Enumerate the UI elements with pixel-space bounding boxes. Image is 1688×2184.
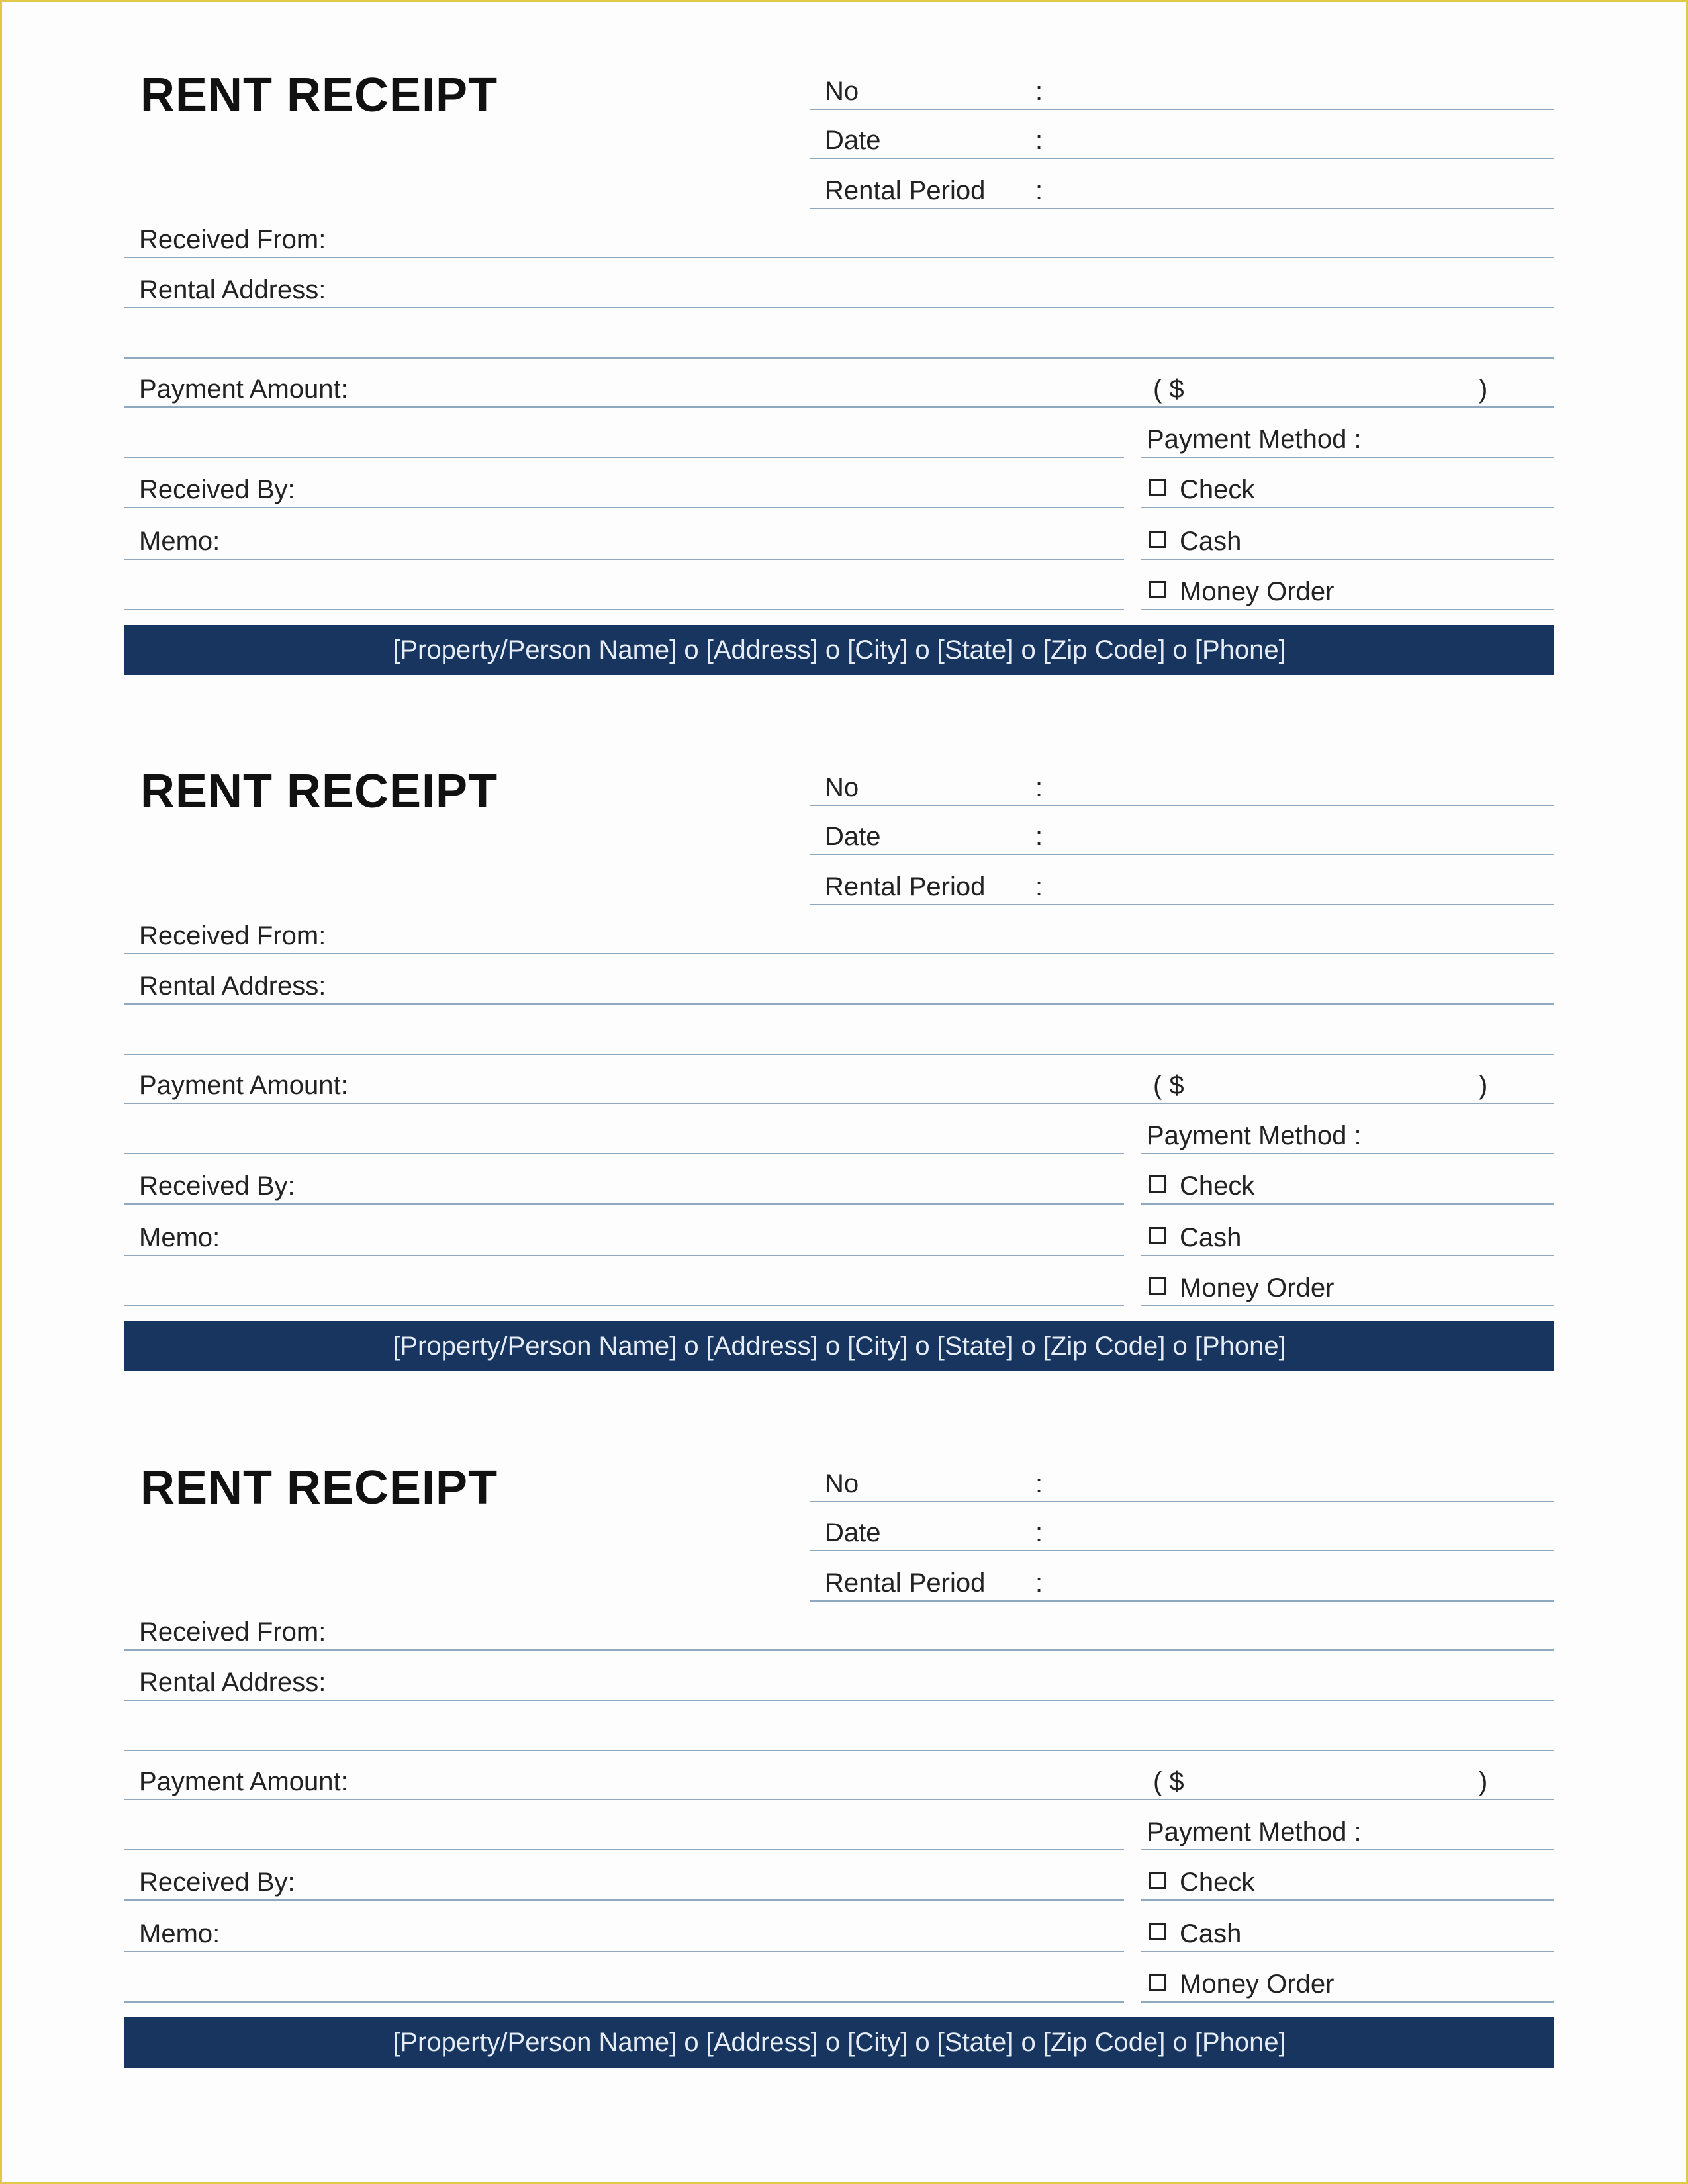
money-order-rule xyxy=(1141,2001,1554,2003)
cash-rule xyxy=(1141,559,1554,560)
payment-method-label: Payment Method : xyxy=(1147,1817,1362,1846)
check-rule xyxy=(1141,507,1554,508)
payment-amount-words-field[interactable] xyxy=(124,1849,1124,1850)
amount-close: ) xyxy=(1479,1071,1488,1100)
rental-address-label: Rental Address: xyxy=(139,275,326,304)
no-label: No xyxy=(825,773,859,802)
no-colon: : xyxy=(1035,1469,1043,1498)
rental-address-field-2[interactable] xyxy=(124,1054,1554,1055)
date-label: Date xyxy=(825,822,881,851)
date-colon: : xyxy=(1035,126,1043,155)
rental-period-label: Rental Period xyxy=(825,872,986,901)
received-by-field[interactable] xyxy=(124,1899,1124,1901)
rental-period-colon: : xyxy=(1035,1569,1043,1598)
received-from-label: Received From: xyxy=(139,921,326,950)
rental-period-field[interactable] xyxy=(810,904,1554,905)
footer-bar: [Property/Person Name] o [Address] o [City] o [State] o [Zip Code] o [Phone] xyxy=(124,1321,1554,1371)
money-order-rule xyxy=(1141,1305,1554,1306)
rental-period-colon: : xyxy=(1035,872,1043,901)
check-label: Check xyxy=(1180,475,1255,504)
payment-method-label: Payment Method : xyxy=(1147,425,1362,454)
rental-address-field-2[interactable] xyxy=(124,1750,1554,1751)
check-rule xyxy=(1141,1899,1554,1901)
payment-amount-label: Payment Amount: xyxy=(139,1767,348,1796)
cash-checkbox[interactable] xyxy=(1149,1923,1166,1940)
rent-receipt-3 xyxy=(124,1461,1554,2139)
rent-receipt-2 xyxy=(124,765,1554,1443)
check-checkbox[interactable] xyxy=(1149,1175,1166,1193)
date-colon: : xyxy=(1035,1518,1043,1547)
date-colon: : xyxy=(1035,822,1043,851)
cash-checkbox[interactable] xyxy=(1149,531,1166,548)
received-from-field[interactable] xyxy=(124,257,1554,258)
cash-label: Cash xyxy=(1180,1919,1242,1948)
no-colon: : xyxy=(1035,77,1043,106)
received-by-label: Received By: xyxy=(139,475,295,504)
receipt-title: RENT RECEIPT xyxy=(140,765,498,818)
memo-field-2[interactable] xyxy=(124,2001,1124,2003)
date-label: Date xyxy=(825,1518,881,1547)
rental-period-field[interactable] xyxy=(810,208,1554,209)
payment-method-rule xyxy=(1141,457,1554,458)
check-label: Check xyxy=(1180,1171,1255,1201)
rental-address-label: Rental Address: xyxy=(139,1668,326,1697)
rent-receipt-1 xyxy=(124,71,1554,747)
amount-open: ( $ xyxy=(1153,1071,1184,1100)
money-order-label: Money Order xyxy=(1180,1273,1335,1302)
cash-rule xyxy=(1141,1255,1554,1256)
date-field[interactable] xyxy=(810,158,1554,159)
received-from-label: Received From: xyxy=(139,225,326,254)
memo-label: Memo: xyxy=(139,1223,220,1252)
check-label: Check xyxy=(1180,1868,1255,1897)
memo-field-2[interactable] xyxy=(124,1305,1124,1306)
no-label: No xyxy=(825,77,859,106)
received-by-field[interactable] xyxy=(124,1203,1124,1205)
rental-period-colon: : xyxy=(1035,176,1043,205)
receipt-title: RENT RECEIPT xyxy=(140,1461,498,1514)
cash-label: Cash xyxy=(1180,1223,1242,1252)
payment-amount-label: Payment Amount: xyxy=(139,375,348,404)
money-order-checkbox[interactable] xyxy=(1149,1277,1166,1295)
received-by-label: Received By: xyxy=(139,1868,295,1897)
rental-address-field[interactable] xyxy=(124,1700,1554,1701)
amount-open: ( $ xyxy=(1153,375,1184,404)
no-field[interactable] xyxy=(810,109,1554,110)
money-order-checkbox[interactable] xyxy=(1149,581,1166,598)
payment-amount-field[interactable] xyxy=(124,406,1554,408)
date-label: Date xyxy=(825,126,881,155)
date-field[interactable] xyxy=(810,854,1554,855)
footer-bar: [Property/Person Name] o [Address] o [City] o [State] o [Zip Code] o [Phone] xyxy=(124,2017,1554,2068)
no-colon: : xyxy=(1035,773,1043,802)
cash-checkbox[interactable] xyxy=(1149,1227,1166,1244)
check-checkbox[interactable] xyxy=(1149,479,1166,496)
rental-period-label: Rental Period xyxy=(825,1569,986,1598)
rental-address-field[interactable] xyxy=(124,1003,1554,1005)
received-from-field[interactable] xyxy=(124,1649,1554,1651)
money-order-label: Money Order xyxy=(1180,1970,1335,1999)
date-field[interactable] xyxy=(810,1550,1554,1551)
received-by-label: Received By: xyxy=(139,1171,295,1201)
payment-amount-label: Payment Amount: xyxy=(139,1071,348,1100)
payment-amount-field[interactable] xyxy=(124,1103,1554,1104)
money-order-checkbox[interactable] xyxy=(1149,1974,1166,1991)
rental-period-label: Rental Period xyxy=(825,176,986,205)
cash-rule xyxy=(1141,1951,1554,1952)
payment-method-rule xyxy=(1141,1849,1554,1850)
footer-bar: [Property/Person Name] o [Address] o [City] o [State] o [Zip Code] o [Phone] xyxy=(124,625,1554,675)
payment-method-label: Payment Method : xyxy=(1147,1121,1362,1150)
memo-label: Memo: xyxy=(139,1919,220,1948)
memo-field[interactable] xyxy=(124,559,1124,560)
memo-label: Memo: xyxy=(139,527,220,556)
amount-close: ) xyxy=(1479,1767,1488,1796)
payment-amount-field[interactable] xyxy=(124,1799,1554,1800)
receipt-title: RENT RECEIPT xyxy=(140,69,498,122)
amount-open: ( $ xyxy=(1153,1767,1184,1796)
check-checkbox[interactable] xyxy=(1149,1872,1166,1889)
money-order-label: Money Order xyxy=(1180,577,1335,606)
rental-address-label: Rental Address: xyxy=(139,972,326,1001)
no-label: No xyxy=(825,1469,859,1498)
payment-amount-words-field[interactable] xyxy=(124,1153,1124,1154)
rental-address-field[interactable] xyxy=(124,307,1554,308)
memo-field[interactable] xyxy=(124,1951,1124,1952)
cash-label: Cash xyxy=(1180,527,1242,556)
received-from-label: Received From: xyxy=(139,1617,326,1647)
memo-field[interactable] xyxy=(124,1255,1124,1256)
payment-amount-words-field[interactable] xyxy=(124,457,1124,458)
received-by-field[interactable] xyxy=(124,507,1124,508)
no-field[interactable] xyxy=(810,805,1554,806)
rental-period-field[interactable] xyxy=(810,1600,1554,1602)
money-order-rule xyxy=(1141,609,1554,610)
amount-close: ) xyxy=(1479,375,1488,404)
check-rule xyxy=(1141,1203,1554,1205)
rental-address-field-2[interactable] xyxy=(124,357,1554,359)
no-field[interactable] xyxy=(810,1501,1554,1502)
payment-method-rule xyxy=(1141,1153,1554,1154)
memo-field-2[interactable] xyxy=(124,609,1124,610)
received-from-field[interactable] xyxy=(124,953,1554,954)
